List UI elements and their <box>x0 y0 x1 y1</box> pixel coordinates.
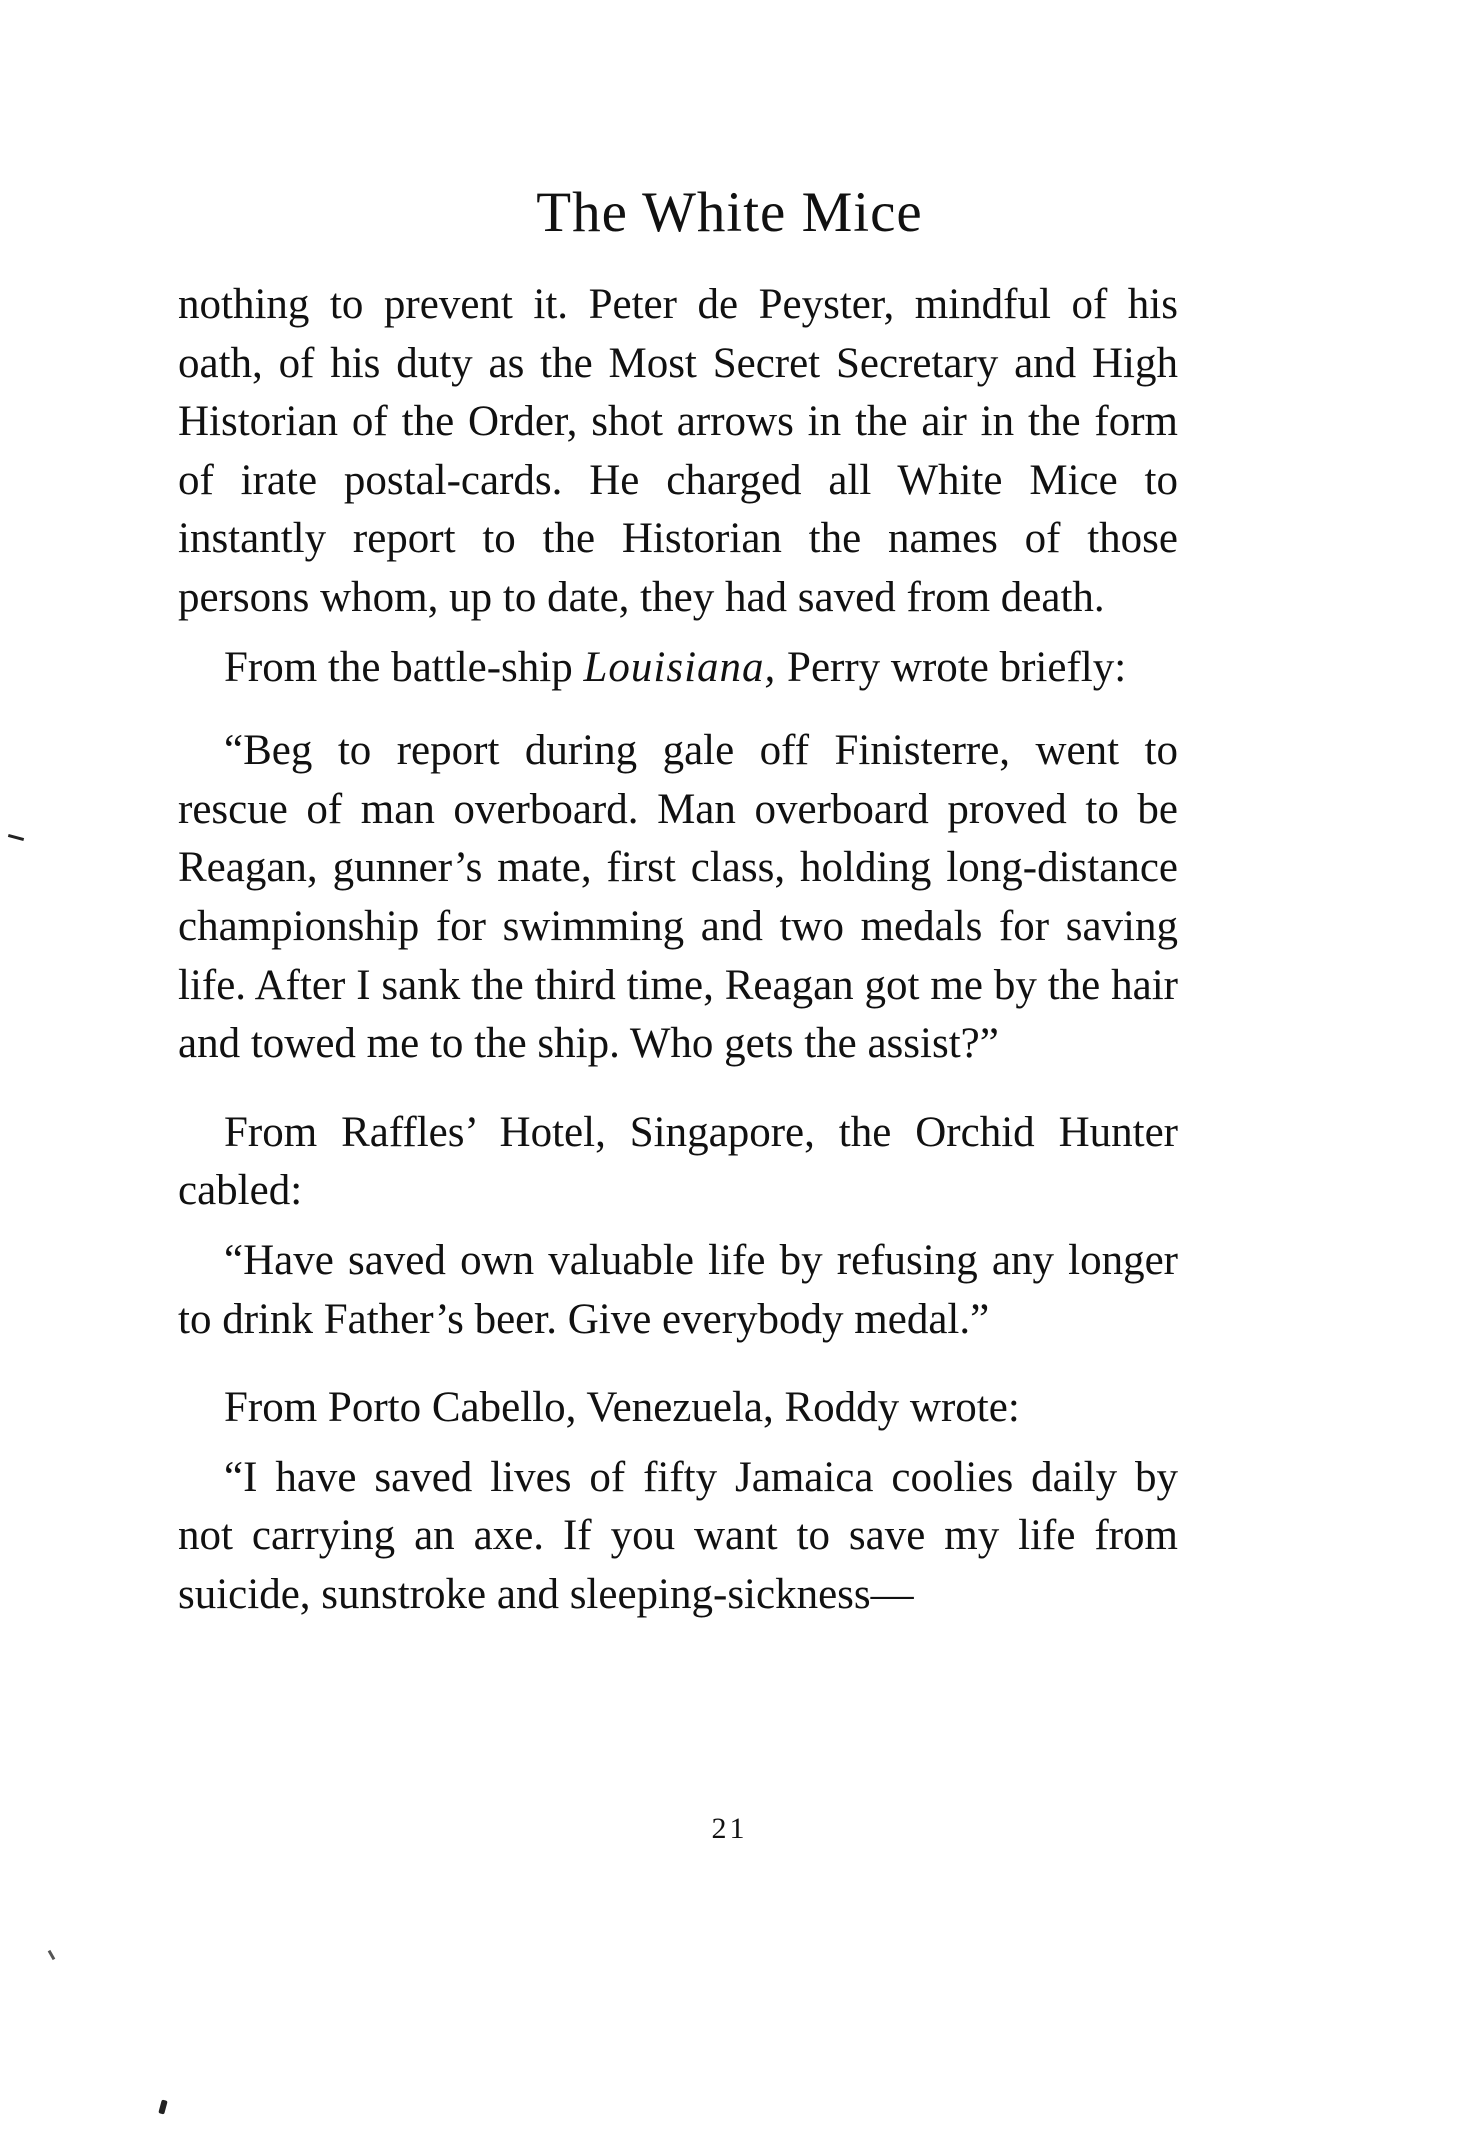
body-text <box>178 276 1178 1624</box>
paragraph-orchid-cable: “Have saved own valuable life by refusing any longer to drink Father’s beer. Give everybody medal.” <box>178 1236 1178 1343</box>
paragraph-roddy-letter: “I have saved lives of fifty Jamaica coolies daily by not carrying an axe. If you want to save my life from suicide, sunstroke and sleeping-sickness— <box>178 1453 1178 1618</box>
scan-speck <box>158 2099 167 2114</box>
page-number: 21 <box>711 1812 748 1845</box>
scan-speck <box>48 1950 56 1960</box>
paragraph-perry-intro-after: Perry wrote briefly: <box>776 643 1127 691</box>
paragraph-perry-intro <box>178 639 1178 698</box>
paragraph-perry-intro-before: From the battle-ship <box>224 643 584 691</box>
paragraph-roddy-intro: From Porto Cabello, Venezuela, Roddy wrote: <box>224 1384 1020 1432</box>
ship-name: Louisiana, <box>583 643 777 691</box>
paragraph-continuation: nothing to prevent it. Peter de Peyster, mindful of his oath, of his duty as the Most Secret Secretary and High Historian of the Order, shot arrows in the air in the form of irate postal-cards. He charged all White Mice to instantly report to the Historian the names of those persons whom, up to date, they had saved from death. <box>178 281 1178 621</box>
paragraph-perry-letter: “Beg to report during gale off Finisterre, went to rescue of man overboard. Man overboard proved to be Reagan, gunner’s mate, first class, holding long-distance championship for swimming and two medals for saving life. After I sank the third time, Reagan got me by the hair and towed me to the ship. Who gets the assist?” <box>178 727 1178 1068</box>
paragraph-orchid-intro: From Raffles’ Hotel, Singapore, the Orchid Hunter cabled: <box>178 1108 1178 1215</box>
running-head: The White Mice <box>536 181 923 244</box>
scan-speck <box>8 834 24 841</box>
